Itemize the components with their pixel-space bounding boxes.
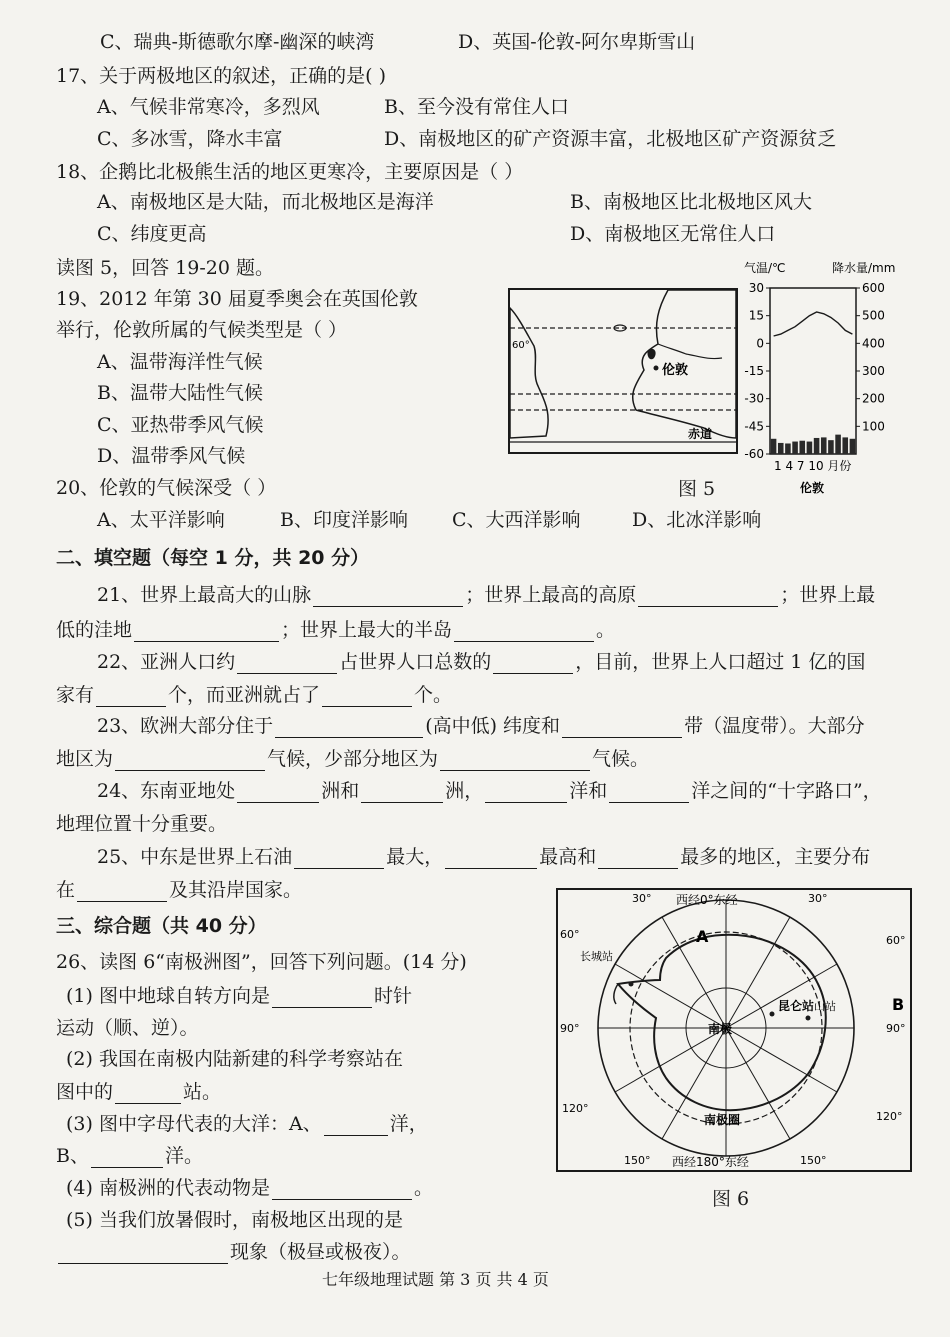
answer-blank[interactable] (134, 621, 279, 642)
fig6-antarctica-map (556, 888, 912, 1172)
answer-blank[interactable] (609, 782, 689, 803)
q26-part4 (66, 1176, 433, 1200)
q23-text: 气候，少部分地区为 (267, 748, 439, 770)
map-label-london: 伦敦 (662, 363, 689, 378)
deg-label-150w: 150° (624, 1154, 651, 1167)
answer-blank[interactable] (638, 586, 778, 607)
precip-tick-label: 300 (862, 364, 885, 378)
temp-axis-label: 气温/℃ (744, 261, 786, 275)
answer-blank[interactable] (598, 848, 678, 869)
q25-text: 最多的地区，主要分布 (680, 846, 871, 868)
answer-blank[interactable] (272, 1179, 412, 1200)
q21-text: 。 (596, 619, 616, 641)
q26-text: (4) 南极洲的代表动物是 (66, 1177, 270, 1199)
q21-text: 21、世界上最高大的山脉 (97, 584, 312, 606)
ocean-label-b: B (892, 995, 905, 1014)
q26-text: 时针 (373, 985, 412, 1007)
q18-stem: 18、企鹅比北极熊生活的地区更寒冷，主要原因是（ ） (56, 161, 524, 183)
antarctic-circle-label: 南极圈 (704, 1113, 741, 1127)
q26-part2-line1: (2) 我国在南极内陆新建的科学考察站在 (66, 1048, 403, 1070)
deg-label-120w: 120° (562, 1102, 589, 1115)
shan-station-label: 山站 (814, 1000, 836, 1013)
page-footer: 七年级地理试题 第 3 页 共 4 页 (322, 1270, 549, 1289)
precip-tick-label: 100 (862, 419, 885, 434)
q21-line2 (56, 618, 615, 642)
answer-blank[interactable] (562, 717, 682, 738)
q22-text: 22、亚洲人口约 (97, 651, 236, 673)
read-fig5-instruction: 读图 5，回答 19-20 题。 (56, 257, 274, 279)
station-marker (629, 982, 634, 987)
fig6-top-label: 西经0°东经 (676, 893, 738, 907)
deg-label-150e: 150° (800, 1154, 827, 1167)
q24-text: 24、东南亚地处 (97, 780, 236, 802)
answer-blank[interactable] (324, 1115, 388, 1136)
q26-stem: 26、读图 6“南极洲图”，回答下列问题。(14 分) (56, 951, 467, 973)
q19-option-c: C、亚热带季风气候 (97, 414, 264, 436)
answer-blank[interactable] (58, 1243, 228, 1264)
fig5-climate-chart (740, 258, 910, 498)
map-frame (557, 889, 911, 1171)
deg-label-30w: 30° (632, 892, 652, 905)
q26-text: 洋。 (164, 1145, 203, 1167)
temp-tick-label: 30 (748, 281, 764, 295)
q18-option-b: B、南极地区比北极地区风大 (570, 191, 812, 213)
map-label-lat60: 60° (512, 340, 530, 351)
precip-bar (828, 440, 834, 454)
deg-label-60w: 60° (560, 928, 580, 941)
precip-bar (842, 437, 848, 454)
q26-part3-line1 (66, 1112, 428, 1136)
precip-tick-label: 400 (862, 336, 885, 351)
temp-tick-label: -60 (744, 447, 764, 461)
q19-option-a: A、温带海洋性气候 (97, 351, 263, 373)
q25-text: 及其沿岸国家。 (169, 879, 303, 901)
station-marker (806, 1016, 811, 1021)
answer-blank[interactable] (91, 1147, 163, 1168)
answer-blank[interactable] (361, 782, 443, 803)
london-marker (654, 366, 659, 371)
changcheng-station-label: 长城站 (580, 950, 613, 963)
precip-bar (785, 443, 791, 454)
q25-line2 (56, 878, 302, 902)
q22-text: 占世界人口总数的 (339, 651, 492, 673)
precip-bar (814, 438, 820, 454)
deg-label-60e: 60° (886, 934, 906, 947)
q21-text: 低的洼地 (56, 619, 133, 641)
q21-text: ；世界上最 (780, 584, 876, 606)
q25-text: 最大， (386, 846, 444, 868)
precip-bar (792, 442, 798, 454)
q26-text: (3) 图中字母代表的大洋：A、 (66, 1113, 322, 1135)
temp-tick-label: -30 (744, 391, 764, 406)
q21-line1 (97, 583, 875, 607)
answer-blank[interactable] (445, 848, 537, 869)
answer-blank[interactable] (294, 848, 384, 869)
section3-heading: 三、综合题（共 40 分） (56, 915, 267, 937)
answer-blank[interactable] (272, 987, 372, 1008)
precip-bar (799, 441, 805, 454)
precip-axis-label: 降水量/mm (832, 261, 896, 275)
answer-blank[interactable] (96, 686, 166, 707)
answer-blank[interactable] (115, 750, 265, 771)
q24-line1 (97, 779, 882, 803)
q17-stem: 17、关于两极地区的叙述，正确的是( ) (56, 65, 387, 87)
q17-option-b: B、至今没有常住人口 (384, 96, 569, 118)
q20-stem: 20、伦敦的气候深受（ ） (56, 477, 277, 499)
q26-text: 。 (413, 1177, 433, 1199)
chart-city-label: 伦敦 (800, 481, 825, 495)
q26-text: 洋， (389, 1113, 428, 1135)
q22-text: 个。 (414, 684, 453, 706)
q23-text: 23、欧洲大部分住于 (97, 715, 274, 737)
q23-line1 (97, 714, 865, 738)
q23-text: 气候。 (592, 748, 650, 770)
q19-stem-line1: 19、2012 年第 30 届夏季奥会在英国伦敦 (56, 288, 418, 310)
q20-option-d: D、北冰洋影响 (632, 509, 762, 531)
fig6-bottom-label: 西经180°东经 (672, 1155, 749, 1169)
q22-text: ，目前，世界上人口超过 1 亿的国 (575, 651, 866, 673)
q23-line2 (56, 747, 649, 771)
temperature-curve (774, 312, 853, 336)
q18-option-a: A、南极地区是大陆，而北极地区是海洋 (97, 191, 434, 213)
fig5-europe-map (508, 288, 738, 454)
q20-option-a: A、太平洋影响 (97, 509, 225, 531)
deg-label-120e: 120° (876, 1110, 903, 1123)
chart-frame (770, 288, 856, 454)
q26-part1-line2: 运动（顺、逆）。 (56, 1017, 199, 1039)
answer-blank[interactable] (493, 653, 573, 674)
south-pole-label: 南极 (708, 1022, 733, 1036)
q21-text: ；世界上最大的半岛 (281, 619, 453, 641)
precip-tick-label: 200 (862, 391, 885, 406)
q18-option-c: C、纬度更高 (97, 223, 207, 245)
precip-bars (771, 435, 855, 454)
q22-line2 (56, 683, 452, 707)
q22-line1 (97, 650, 865, 674)
precip-bar (778, 443, 784, 454)
q24-text: 洲， (445, 780, 484, 802)
q26-text: B、 (56, 1145, 89, 1167)
q19-option-b: B、温带大陆性气候 (97, 382, 263, 404)
answer-blank[interactable] (115, 1083, 181, 1104)
answer-blank[interactable] (275, 717, 423, 738)
q25-text: 在 (56, 879, 76, 901)
fig6-caption: 图 6 (712, 1188, 750, 1210)
q26-part2-line2 (56, 1080, 221, 1104)
precip-bar (821, 437, 827, 454)
q26-text: 图中的 (56, 1081, 114, 1103)
q20-option-b: B、印度洋影响 (280, 509, 408, 531)
answer-blank[interactable] (454, 621, 594, 642)
answer-blank[interactable] (313, 586, 463, 607)
q23-text: 带（温度带）。大部分 (684, 715, 865, 737)
q26-part5-line1: (5) 当我们放暑假时，南极地区出现的是 (66, 1209, 403, 1231)
answer-blank[interactable] (237, 653, 337, 674)
temp-tick-label: -45 (744, 419, 764, 434)
q20-option-c: C、大西洋影响 (452, 509, 581, 531)
temp-tick-label: -15 (744, 364, 764, 378)
answer-blank[interactable] (440, 750, 590, 771)
q24-text: 洋之间的“十字路口”， (691, 780, 882, 802)
q23-text: 地区为 (56, 748, 114, 770)
q26-text: (1) 图中地球自转方向是 (66, 985, 270, 1007)
precip-tick-label: 600 (862, 281, 885, 295)
q19-stem-line2: 举行，伦敦所属的气候类型是（ ） (56, 319, 348, 341)
q24-line2: 地理位置十分重要。 (56, 813, 228, 835)
q19-option-d: D、温带季风气候 (97, 445, 246, 467)
precip-tick-label: 500 (862, 308, 885, 323)
precip-bar (835, 435, 841, 454)
answer-blank[interactable] (237, 782, 319, 803)
temp-ticks (744, 281, 770, 461)
precip-bar (850, 439, 856, 454)
q25-text: 最高和 (539, 846, 597, 868)
q26-text: 现象（极昼或极夜）。 (230, 1241, 411, 1263)
deg-label-90e: 90° (886, 1022, 906, 1035)
q26-part3-line2 (56, 1144, 203, 1168)
q25-text: 25、中东是世界上石油 (97, 846, 293, 868)
section2-heading: 二、填空题（每空 1 分，共 20 分） (56, 547, 370, 569)
q26-part1-line1 (66, 984, 412, 1008)
q26-text: 站。 (183, 1081, 222, 1103)
kunlun-station-label: 昆仑站 (778, 999, 815, 1013)
temp-tick-label: 0 (756, 336, 764, 351)
q17-option-d: D、南极地区的矿产资源丰富，北极地区矿产资源贫乏 (384, 128, 837, 150)
q24-text: 洲和 (321, 780, 360, 802)
q23-text: (高中低) 纬度和 (425, 715, 561, 737)
q16-option-d: D、英国-伦敦-阿尔卑斯雪山 (458, 31, 696, 53)
precip-bar (771, 439, 777, 454)
q22-text: 家有 (56, 684, 95, 706)
month-ticks: 1 4 7 10 月份 (774, 459, 852, 473)
answer-blank[interactable] (77, 881, 167, 902)
q17-option-c: C、多冰雪，降水丰富 (97, 128, 283, 150)
q22-text: 个，而亚洲就占了 (168, 684, 321, 706)
deg-label-30e: 30° (808, 892, 828, 905)
deg-label-90w: 90° (560, 1022, 580, 1035)
precip-bar (807, 442, 813, 454)
answer-blank[interactable] (322, 686, 412, 707)
map-label-equator: 赤道 (688, 427, 713, 441)
q17-option-a: A、气候非常寒冷，多烈风 (97, 96, 320, 118)
fig5-caption: 图 5 (678, 478, 716, 500)
ocean-label-a: A (696, 927, 709, 946)
q16-option-c: C、瑞典-斯德歌尔摩-幽深的峡湾 (100, 31, 375, 53)
temp-tick-label: 15 (748, 308, 764, 323)
q26-part5-line2 (56, 1240, 411, 1264)
answer-blank[interactable] (485, 782, 567, 803)
q21-text: ；世界上最高的高原 (465, 584, 637, 606)
station-marker (770, 1012, 775, 1017)
precip-ticks (856, 281, 885, 433)
q18-option-d: D、南极地区无常住人口 (570, 223, 776, 245)
q25-line1 (97, 845, 870, 869)
q24-text: 洋和 (569, 780, 608, 802)
